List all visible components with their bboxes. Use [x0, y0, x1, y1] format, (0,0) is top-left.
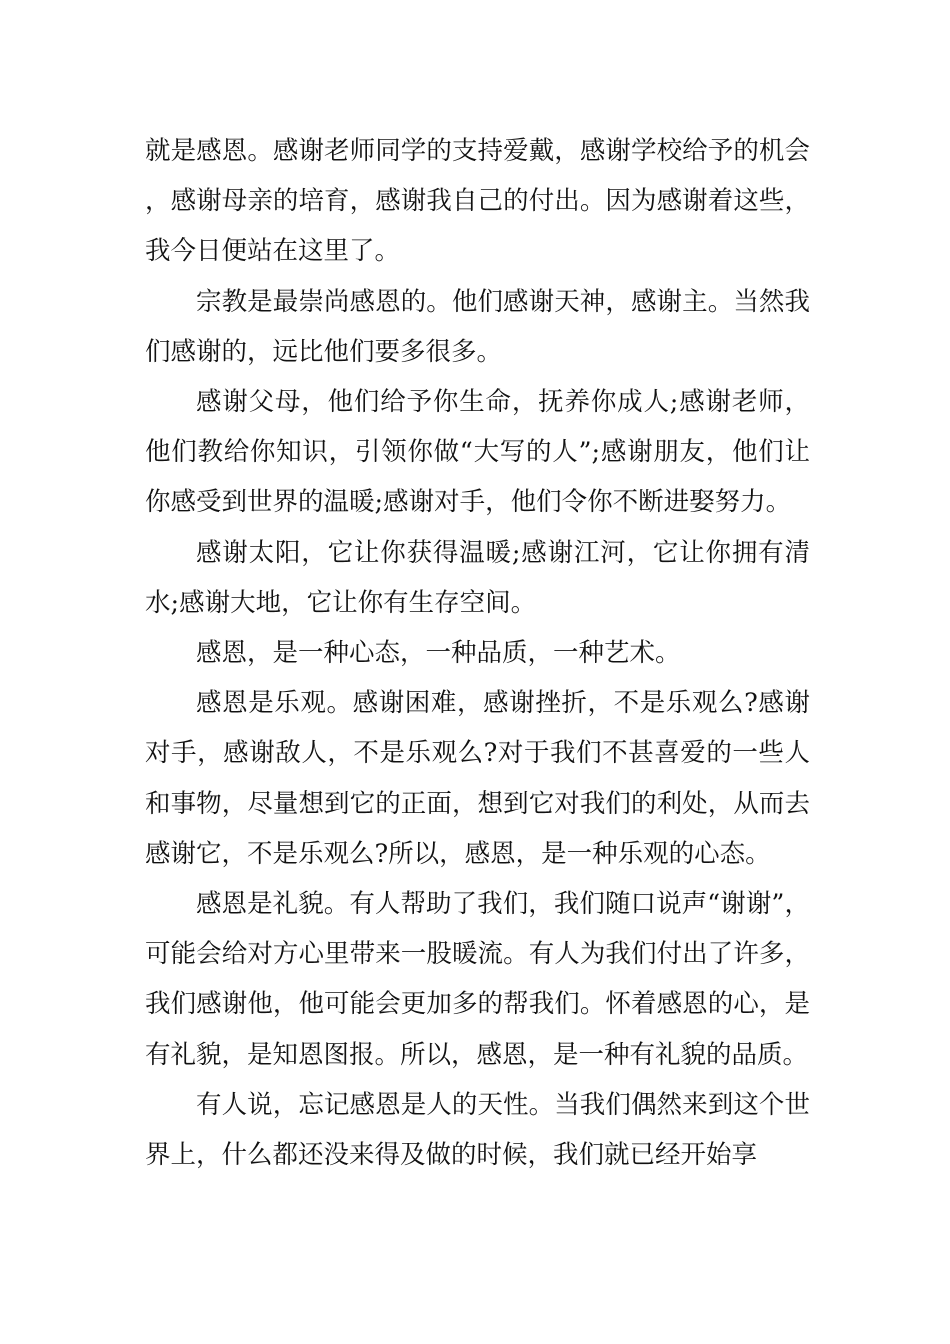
paragraph-7: 感恩是礼貌。有人帮助了我们，我们随口说声“谢谢”，可能会给对方心里带来一股暖流。有人为我们付出了许多，我们感谢他，他可能会更加多的帮我们。怀着感恩的心，是有礼貌，是知恩图报。所以，感恩，是一种有礼貌的品质。 [145, 889, 810, 1070]
paragraph-5: 感恩，是一种心态，一种品质，一种艺术。 [196, 638, 681, 669]
paragraph-1: 就是感恩。感谢老师同学的支持爱戴，感谢学校给予的机会，感谢母亲的培育，感谢我自己的付出。因为感谢着这些，我今日便站在这里了。 [145, 136, 810, 267]
paragraph-6: 感恩是乐观。感谢困难，感谢挫折，不是乐观么?感谢对手，感谢敌人，不是乐观么?对于我们不甚喜爱的一些人和事物，尽量想到它的正面，想到它对我们的利处，从而去感谢它，不是乐观么?所以，感恩，是一种乐观的心态。 [145, 688, 810, 869]
paragraph-2: 宗教是最崇尚感恩的。他们感谢天神，感谢主。当然我们感谢的，远比他们要多很多。 [145, 286, 810, 367]
paragraph-4: 感谢太阳，它让你获得温暖;感谢江河，它让你拥有清水;感谢大地，它让你有生存空间。 [145, 537, 810, 618]
paragraph-3: 感谢父母，他们给予你生命，抚养你成人;感谢老师，他们教给你知识，引领你做“大写的人”;感谢朋友，他们让你感受到世界的温暖;感谢对手，他们令你不断进娶努力。 [145, 387, 810, 518]
paragraph-8: 有人说，忘记感恩是人的天性。当我们偶然来到这个世界上，什么都还没来得及做的时候，我们就已经开始享 [145, 1089, 810, 1171]
body-text [145, 126, 810, 1180]
